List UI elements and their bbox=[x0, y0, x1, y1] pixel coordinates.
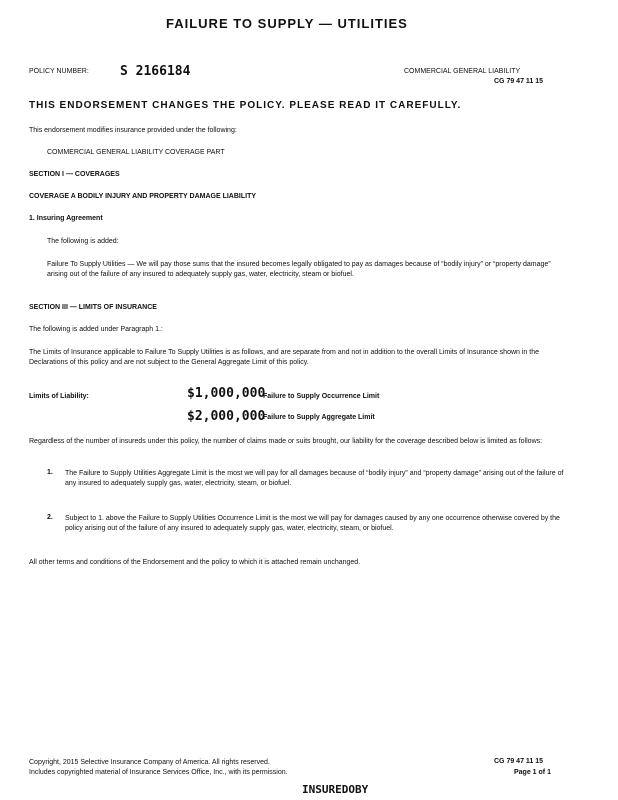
added-under-paragraph: The following is added under Paragraph 1.: bbox=[29, 326, 163, 333]
endorsement-notice: THIS ENDORSEMENT CHANGES THE POLICY. PLEASE READ IT CAREFULLY. bbox=[29, 100, 462, 111]
footer-copyright-line-2: Includes copyrighted material of Insurance Services Office, Inc., with its permission. bbox=[29, 769, 288, 776]
list-item-1-text: The Failure to Supply Utilities Aggregate Limit is the most we will pay for all damages because of “bodily injury” and “property damage” arising out of the failure of any insured to adequately supply gas, water, electricity, steam, or biofuel. bbox=[65, 470, 564, 487]
limits-label: Limits of Liability: bbox=[29, 393, 89, 400]
list-item-1-number: 1. bbox=[47, 469, 53, 476]
limits-paragraph: The Limits of Insurance applicable to Failure To Supply Utilities is as follows, and are separate from and not in addition to the overall Limits of Insurance shown in the Declarations of this policy and are not subject to the General Aggregate Limit of this policy. bbox=[29, 349, 539, 366]
footer-copyright-line-1: Copyright, 2015 Selective Insurance Company of America. All rights reserved. bbox=[29, 759, 270, 766]
following-added: The following is added: bbox=[47, 238, 119, 245]
regardless-paragraph: Regardless of the number of insureds under this policy, the number of claims made or suits brought, our liability for the coverage described below is limited as follows: bbox=[29, 438, 543, 445]
watermark-text: INSUREDOBY bbox=[302, 783, 369, 796]
aggregate-label: Failure to Supply Aggregate Limit bbox=[263, 414, 375, 421]
footer-form-number: CG 79 47 11 15 bbox=[494, 758, 544, 765]
coverage-a-heading: COVERAGE A BODILY INJURY AND PROPERTY DAMAGE LIABILITY bbox=[29, 193, 257, 200]
list-item-2-text: Subject to 1. above the Failure to Supply Utilities Occurrence Limit is the most we will pay for damages caused by any one occurrence otherwise covered by the policy arising out of the failure of any insured to adequately supply gas, water, electricity, steam, or biofuel. bbox=[65, 515, 560, 532]
insuring-agreement-heading: 1. Insuring Agreement bbox=[29, 215, 103, 222]
insuring-paragraph: Failure To Supply Utilities — We will pay those sums that the insured becomes legally obligated to pay as damages because of “bodily injury” or “property damage” arising out of the failure of any insured to adequately supply gas, water, electricity, steam or biofuel. bbox=[47, 261, 551, 278]
form-number-header: CG 79 47 11 15 bbox=[494, 78, 544, 85]
list-item-2-number: 2. bbox=[47, 514, 53, 521]
coverage-part: COMMERCIAL GENERAL LIABILITY COVERAGE PART bbox=[47, 149, 225, 156]
section-1-heading: SECTION I — COVERAGES bbox=[29, 171, 120, 178]
footer-page-number: Page 1 of 1 bbox=[514, 769, 551, 776]
policy-number-label: POLICY NUMBER: bbox=[29, 68, 89, 75]
modifies-text: This endorsement modifies insurance provided under the following: bbox=[29, 127, 237, 134]
section-3-heading: SECTION III — LIMITS OF INSURANCE bbox=[29, 304, 157, 311]
occurrence-amount: $1,000,000 bbox=[187, 386, 266, 401]
line-of-business: COMMERCIAL GENERAL LIABILITY bbox=[404, 68, 521, 75]
document-title: FAILURE TO SUPPLY — UTILITIES bbox=[166, 16, 408, 31]
policy-number-value: S 2166184 bbox=[120, 64, 191, 79]
occurrence-label: Failure to Supply Occurrence Limit bbox=[263, 393, 380, 400]
aggregate-amount: $2,000,000 bbox=[187, 409, 266, 424]
closing-text: All other terms and conditions of the Endorsement and the policy to which it is attached remain unchanged. bbox=[29, 559, 361, 566]
